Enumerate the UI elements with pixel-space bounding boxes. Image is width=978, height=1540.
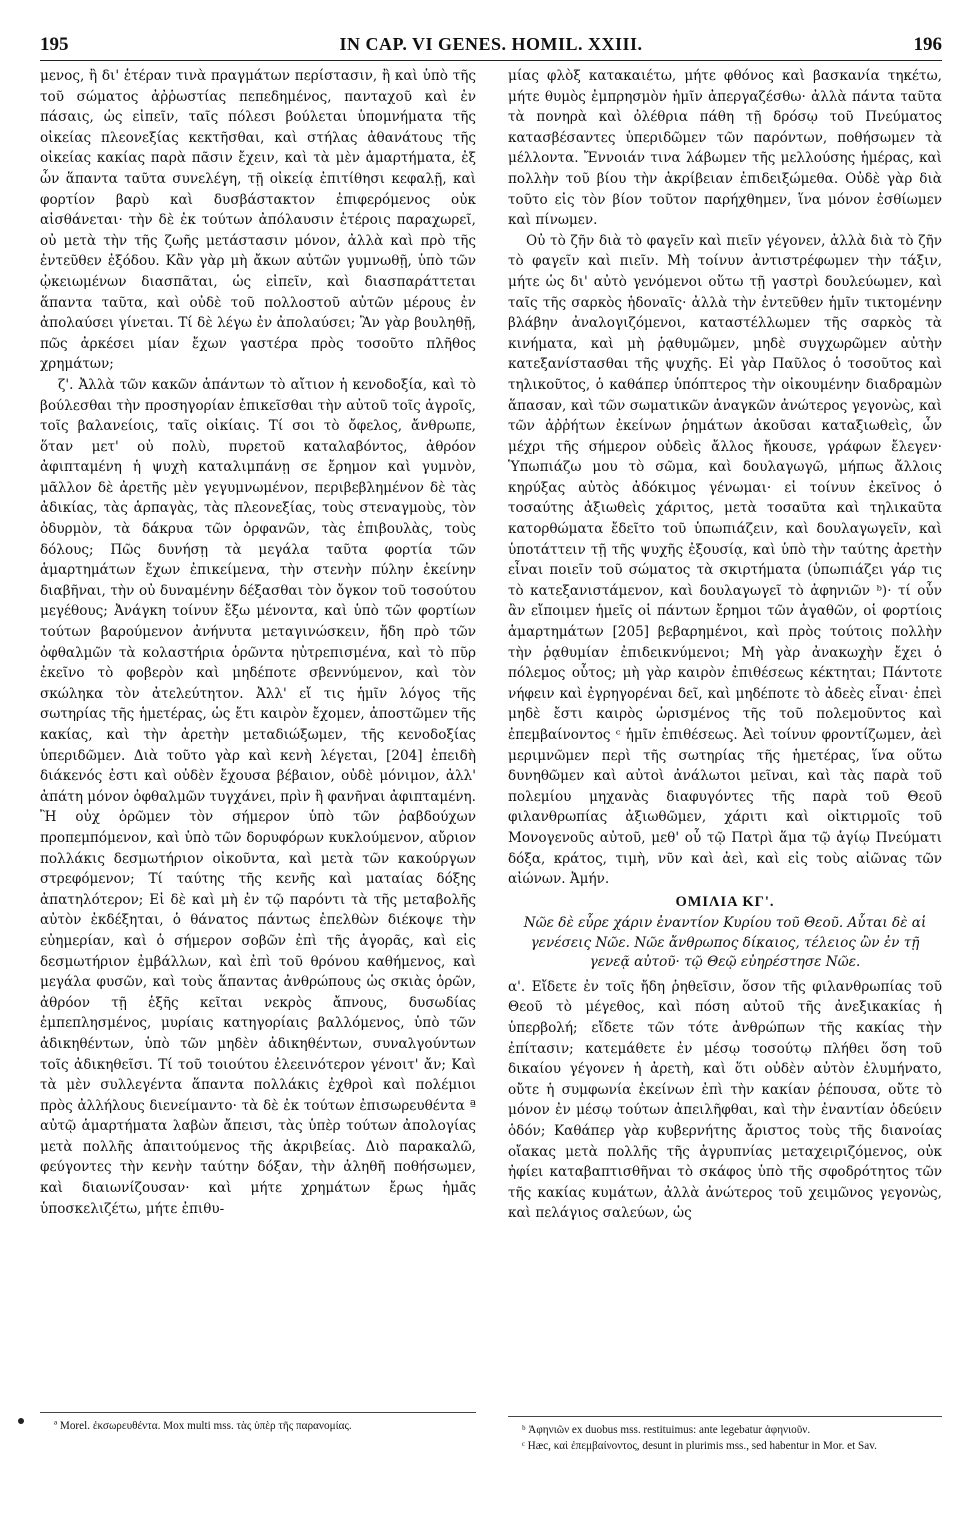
page-number-right: 196	[913, 34, 942, 55]
footnote-b: ᵇ Ἀφηνιῶν ex duobus mss. restituimus: ante legebatur ἀφηνιοῦν.	[522, 1424, 811, 1436]
running-title: IN CAP. VI GENES. HOMIL. XXIII.	[339, 34, 643, 54]
homily-title: ΟΜΙΛΙΑ ΚΓ'.	[675, 893, 775, 910]
footnotes-right	[508, 1416, 942, 1455]
footnote-c: ᶜ Hæc, καὶ ἐπεμβαίνοντος, desunt in plurimis mss., sed habentur in Mor. et Sav.	[522, 1440, 877, 1452]
footnote-a: ª Morel. ἐκσωρευθέντα. Mox multi mss. τὰς ὑπὲρ τῆς παρανομίας.	[54, 1420, 352, 1432]
right-paragraph-1: μίας φλὸξ κατακαιέτω, μήτε φθόνος καὶ βασκανία τηκέτω, μήτε θυμὸς ἐμπρησμὸν ἡμῖν ἀπεργαζέσθω· ἀλλὰ πάντα ταῦτα τὰ πονηρὰ καὶ ὀλέθρια πάθη τῇ δρόσῳ τοῦ Πνεύματος κατασβέσαντες ὑπεριδῶμεν τῶν παρόντων, ποθήσωμεν τὰ μέλλοντα. Ἔννοιάν τινα λάβωμεν τῆς μελλούσης ἡμέρας, καὶ πολλὴν τοῦ βίου τὴν ἀκρίβειαν ἐπιδειξώμεθα. Οὐδὲ γὰρ διὰ τοῦτο εἰς τὸν βίον τοῦτον παρήχθημεν, ἵνα μόνον ἐσθίωμεν καὶ πίνωμεν.	[508, 68, 942, 229]
page-number-left: 195	[40, 34, 69, 55]
right-paragraph-2: Οὐ τὸ ζῆν διὰ τὸ φαγεῖν καὶ πιεῖν γέγονεν, ἀλλὰ διὰ τὸ ζῆν τὸ φαγεῖν καὶ πιεῖν. Μὴ τοίνυν ἀντιστρέφωμεν τὴν τάξιν, μήτε ὡς δι' αὐτὸ γενόμενοι οὕτω τῇ γαστρὶ δουλεύωμεν, καὶ ταῖς τῆς σαρκὸς ἡδοναῖς· ἀλλὰ τὴν ἐντεῦθεν ἡμῖν τικτομένην βλάβην ἀναλογιζόμενοι, καταστέλλωμεν τῆς σαρκὸς τὰ κινήματα, καὶ μὴ ῥᾳθυμῶμεν, μηδὲ συγχωρῶμεν αὐτὴν κατεξανίστασθαι τῆς ψυχῆς. Εἰ γὰρ Παῦλος ὁ τοσοῦτος καὶ τηλικοῦτος, ὁ καθάπερ ὑπόπτερος τὴν οἰκουμένην διαδραμὼν ἅπασαν, καὶ τῶν σωματικῶν ἀναγκῶν ἀνώτερος γεγονὼς, καὶ τῶν ἀῤῥήτων ἐκείνων ῥημάτων ἀκοῦσαι καταξιωθεὶς, ὧν μέχρι τῆς σήμερον οὐδεὶς ἄλλος ἤκουσε, γράφων ἔλεγεν· Ὑπωπιάζω μου τὸ σῶμα, καὶ δουλαγωγῶ, μήπως ἄλλοις κηρύξας αὐτὸς ἀδόκιμος γένωμαι· εἰ τοίνυν ἐκεῖνος ὁ τοσαύτης ἀξιωθεὶς χάριτος, μετὰ τοσαῦτα καὶ τηλικαῦτα κατορθώματα ἔδεῖτο τοῦ ὑπωπιάζειν, καὶ δουλαγωγεῖν, καὶ ὑποτάττειν τῇ τῆς ψυχῆς ἐξουσίᾳ, καὶ ὑπὸ τὴν ταύτης ἀρετὴν εἶναι ποιεῖν τοῦ σώματος τὰ σκιρτήματα (ὑπωπιάζει γάρ τις τὸ κατεξανιστάμενον, καὶ δουλαγωγεῖ τὸ ἀφηνιῶν ᵇ)· τί οὖν ἂν εἴποιμεν ἡμεῖς οἱ πάντων ἔρημοι τῶν ἀγαθῶν, οἱ φορτίοις ἁμαρτημάτων [205] βεβαρημένοι, καὶ πρὸς τούτοις πολλὴν τὴν ῥᾳθυμίαν ἐπιδεικνύμενοι; Μὴ γὰρ ἀνακωχὴν ἔχει ὁ πόλεμος οὗτος; μὴ γὰρ καιρὸν ἐπιθέσεως κέκτηται; Πάντοτε νήφειν καὶ ἐγρηγορέναι δεῖ, καὶ μηδέποτε τὸ ἀδεὲς εἶναι· ἐπεὶ μηδὲ ἔστι καιρὸς ὡρισμένος τῆς τοῦ πολεμοῦντος καὶ ἐπεμβαίνοντος ᶜ ἡμῖν ἐπιθέσεως. Ἀεὶ τοίνυν φροντίζωμεν, ἀεὶ μεριμνῶμεν περὶ τῆς σωτηρίας τῆς ἡμετέρας, ἵνα οὕτω δυνηθῶμεν καὶ αὐτοὶ ἀνάλωτοι μεῖναι, καὶ τὰς παρὰ τοῦ πολεμίου μηχανὰς διαφυγόντες τῆς παρὰ τοῦ Θεοῦ φιλανθρωπίας ἀξιωθῶμεν, χάριτι καὶ οἰκτιρμοῖς τοῦ Μονογενοῦς αὐτοῦ, μεθ' οὗ τῷ Πατρὶ ἅμα τῷ ἁγίῳ Πνεύματι δόξα, κράτος, τιμὴ, νῦν καὶ ἀεὶ, καὶ εἰς τοὺς αἰῶνας τῶν αἰώνων. Ἀμήν.	[508, 232, 942, 888]
footnotes-left	[40, 1412, 476, 1435]
right-column	[508, 66, 942, 1224]
left-paragraph-2: ζ'. Ἀλλὰ τῶν κακῶν ἁπάντων τὸ αἴτιον ἡ κενοδοξία, καὶ τὸ βούλεσθαι τὴν προσηγορίαν ἐπικεῖσθαι τὴν αὐτοῦ τοῖς ἀγροῖς, τοῖς βαλανείοις, ταῖς οἰκίαις. Τί σοι τὸ ὄφελος, ἄνθρωπε, ὅταν μετ' οὐ πολὺ, πυρετοῦ καταλαβόντος, ἀθρόον ἀφιπταμένη ἡ ψυχὴ καταλιμπάνῃ σε ἔρημον καὶ γυμνὸν, μᾶλλον δὲ ἀρετῆς μὲν γεγυμνωμένον, περιβεβλημένον δὲ τὰς ἀδικίας, τὰς ἁρπαγὰς, τὰς πλεονεξίας, τοὺς στεναγμοὺς, τὸν ὀδυρμὸν, τὰ δάκρυα τῶν ὀρφανῶν, τὰς ἐπιβουλὰς, τοὺς δόλους; Πῶς δυνήσῃ τὰ μεγάλα ταῦτα φορτία τῶν ἁμαρτημάτων ἔχων ἐπικείμενα, τὴν στενὴν πύλην ἐκείνην διαβῆναι, τὴν οὐ δυναμένην δέξασθαι τὸν ὄγκον τοῦ τοσούτου μεγέθους; Ἀνάγκη τοίνυν ἔξω μένοντα, καὶ ὑπὸ τῶν φορτίων τούτων βαρούμενον ἀνήνυτα μεταγινώσκειν, ἤδη πρὸ τῶν ὀφθαλμῶν τὰ κολαστήρια ὁρῶντα ηὐτρεπισμένα, καὶ τὸ πῦρ ἐκεῖνο τὸ φοβερὸν καὶ μηδέποτε σβεννύμενον, καὶ τὸν σκώληκα τὸν ἀτελεύτητον. Ἀλλ' εἴ τις ἡμῖν λόγος τῆς σωτηρίας τῆς ἡμετέρας, ὡς ἔτι καιρὸν ἔχομεν, ἀποστῶμεν τῆς κακίας, καὶ τὴν ἀρετὴν μεταδιώξωμεν, τῆς κενοδοξίας ὑπεριδῶμεν. Διὰ τοῦτο γὰρ καὶ κενὴ λέγεται, [204] ἐπειδὴ διάκενός ἐστι καὶ οὐδὲν ἔχουσα βέβαιον, οὐδὲ μόνιμον, ἀλλ' ἀπάτη μόνον ὀφθαλμῶν τυγχάνει, πρὶν ἢ φανῆναι ἀφιπταμένη. Ἢ οὐχ ὁρῶμεν τὸν σήμερον ὑπὸ τῶν ῥαβδούχων προπεμπόμενον, καὶ ὑπὸ τῶν δορυφόρων κυκλούμενον, αὔριον πολλάκις δεσμωτήριον οἰκοῦντα, καὶ μετὰ τῶν κακούργων στρεφόμενον; Τί ταύτης τῆς κενῆς καὶ ματαίας δόξης ἀπατηλότερον; Εἰ δὲ καὶ μὴ ἐν τῷ παρόντι τὰ τῆς μεταβολῆς αὐτὸν ἐκδέξηται, ὁ θάνατος πάντως ἐπελθὼν διέκοψε τὴν εὐημερίαν, καὶ ὁ σήμερον σοβῶν ἐπὶ τῆς ἀγορᾶς, καὶ εἰς δεσμωτήριον ἐμβάλλων, καὶ ἐπὶ τοῦ θρόνου καθήμενος, καὶ μεγάλα φυσῶν, καὶ τοὺς ἅπαντας ἀνθρώπους ὡς σκιὰς ὁρῶν, ἀθρόον τῇ ἑξῆς κεῖται νεκρὸς ἄπνους, δυσωδίας ἐμπεπλησμένος, μυρίαις κατηγορίαις βαλλόμενος, ὑπὸ τῶν ἀδικηθέντων, ὑπὸ τῶν μηδὲν ἀδικηθέντων, συναλγούντων τοῖς ἀδικηθεῖσι. Τί τοῦ τοιούτου ἐλεεινότερον γένοιτ' ἄν; Καὶ τὰ μὲν συλλεγέντα ἅπαντα πολλάκις ἐχθροὶ καὶ πολέμιοι πρὸς ἀλλήλους διενείμαντο· τὰ δὲ ἐκ τούτων ἐπισωρευθέντα ª αὐτῷ ἁμαρτήματα λαβὼν ἄπεισι, τὰς ὑπὲρ τούτων ἀπολογίας μετὰ πολλῆς ἀπαιτούμενος τῆς ἀκριβείας. Διὸ παρακαλῶ, φεύγοντες τὴν κενὴν ταύτην δόξαν, τὴν ἀληθῆ ποθήσωμεν, καὶ διαιωνίζουσαν· καὶ μήτε χρημάτων ἔρως ἡμᾶς ὑποσκελιζέτω, μήτε ἐπιθυ-	[40, 376, 476, 1217]
scripture-lemma: Νῶε δὲ εὗρε χάριν ἐναντίον Κυρίου τοῦ Θεοῦ. Αὗται δὲ αἱ γενέσεις Νῶε. Νῶε ἄνθρωπος δίκαιος, τέλειος ὢν ἐν τῇ γενεᾷ αὐτοῦ· τῷ Θεῷ εὐηρέστησε Νῶε.	[523, 915, 927, 971]
homily-paragraph: α'. Εἴδετε ἐν τοῖς ἤδη ῥηθεῖσιν, ὅσον τῆς φιλανθρωπίας τοῦ Θεοῦ τὸ μέγεθος, καὶ πόση αὐτοῦ τῆς ἀνεξικακίας ἡ ὑπερβολή; εἴδετε τῶν τότε ἀνθρώπων τῆς κακίας τὴν ἐπίτασιν; κατεμάθετε ἐν μέσῳ τοσούτῳ πλήθει ὅση τοῦ δικαίου γέγονεν ἡ ἀρετὴ, καὶ ὅτι οὐδὲν αὐτὸν ἐλυμήνατο, οὔτε ἡ συμφωνία ἐκείνων ἐπὶ τὴν κακίαν ῥέπουσα, οὔτε τὸ μόνον ἐν μέσῳ τούτων ἀπειλῆφθαι, καὶ τὴν ἐναντίαν ὁδεύειν ὁδόν; Καθάπερ γὰρ κυβερνήτης ἄριστος τοὺς τῆς διανοίας οἴακας μετὰ πολλῆς τῆς ἀγρυπνίας μεταχειριζόμενος, οὐκ ἠφίει καταβαπτισθῆναι τὸ σκάφος ὑπὸ τῆς σφοδρότητος τῶν τῆς κακίας κυμάτων, ἀλλὰ ἀνώτερος τοῦ χειμῶνος γεγονὼς, καὶ πελάγιος σαλεύων, ὡς	[508, 978, 942, 1222]
left-column	[40, 66, 476, 1219]
running-header	[40, 32, 942, 61]
margin-dot	[18, 1418, 24, 1424]
left-paragraph-1: μενος, ἢ δι' ἑτέραν τινὰ πραγμάτων περίστασιν, ἢ καὶ ὑπὸ τῆς τοῦ σώματος ἀῤῥωστίας πεπεδημένος, πανταχοῦ καὶ ἐν πάσαις, ὡς εἰπεῖν, ταῖς πόλεσι βούλεται ὑπομνήματα τῆς οἰκείας πλεονεξίας κεκτῆσθαι, καὶ στήλας ἀθανάτους τῆς οἰκείας κακίας παρὰ πᾶσιν ἔχειν, καὶ τὰ μὲν ἁμαρτήματα, ἐξ ὧν ἅπαντα ταῦτα συνελέγη, τῇ οἰκείᾳ ἐπιτίθησι κεφαλῇ, καὶ φορτίον βαρὺ καὶ δυσβάστακτον ἐπιφερόμενος οὐκ αἰσθάνεται· τὴν δὲ ἐκ τούτων ἀπόλαυσιν ἑτέροις παραχωρεῖ, οὐ μετὰ τὴν τῆς ζωῆς μετάστασιν μόνον, ἀλλὰ καὶ πρὸ τῆς ἐντεῦθεν ἐξόδου. Κἂν γὰρ μὴ ἄκων αὐτῶν γυμνωθῇ, ὑπὸ τῶν ᾠκειωμένων διασπᾶται, ὡς εἰπεῖν, καὶ διασπαράττεται ἅπαντα ταῦτα, καὶ οὐδὲ τοῦ πολλοστοῦ αὐτῶν μέρους ἐν ἀπολαύσει γίνεται. Τί δὲ λέγω ἐν ἀπολαύσει; Ἂν γὰρ βουληθῇ, πῶς ἀρκέσει μίαν ἔχων γαστέρα πρὸς τοσοῦτο πλῆθος χρημάτων;	[40, 68, 476, 373]
